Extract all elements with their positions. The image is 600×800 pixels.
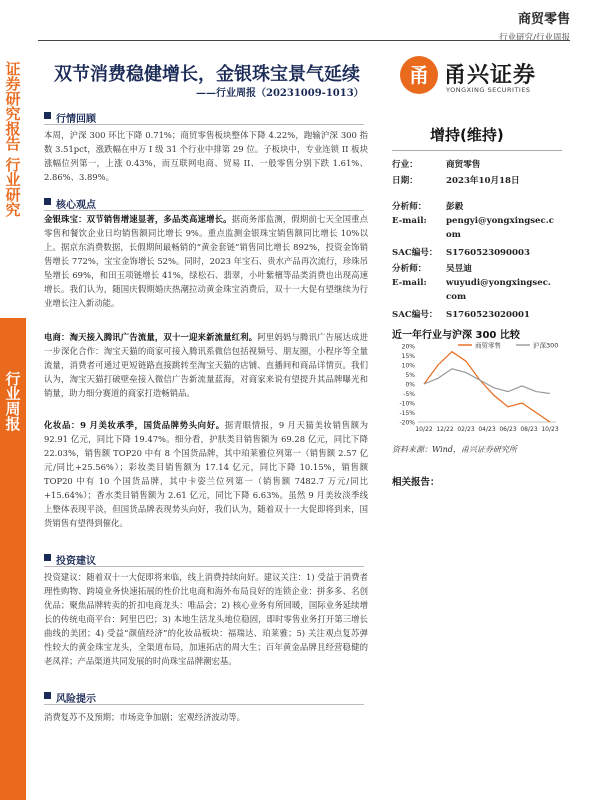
report-title: 双节消费稳健增长，金银珠宝景气延续: [54, 64, 360, 85]
email-value-cont[interactable]: com: [446, 292, 467, 302]
brand-name: 甬兴证券: [444, 63, 537, 88]
y-tick-label: 5%: [405, 372, 415, 379]
series-line: [424, 352, 550, 422]
core-point-cosmetics-lead: 化妆品：9 月美妆承季，国货品牌势头向好。: [44, 420, 225, 430]
x-tick-label: 02/23: [457, 426, 475, 433]
header-divider: [38, 40, 570, 41]
sac-row: [392, 308, 530, 320]
y-tick-label: -10%: [399, 400, 415, 408]
side-label-weekly: 行业周报: [5, 370, 21, 433]
core-point-jewelry-body: 据商务部监测，假期前七天全国重点零售和餐饮企业日均销售额同比增长 9%。重点监测金银珠宝销售额同比增长 10%以上。据京东消费数据，长假期间最畅销的“黄金套链”销售同比增长 892%，投资金饰销售增长 772%，宝宝金饰增长 52%。同时，2023 年宝石、贵水产品再次流行，珍珠吊坠增长 69%，和田玉项链增长 41%，绿松石、翡翠，小叶紫檀等品类消费也出现高速增长。我们认为，随国庆假期婚庆热潮拉动黄金珠宝消费后，双十一大促有望继续为行业增长注入新动能。: [44, 214, 369, 308]
risk-text: 消费复苏不及预期；市场竞争加剧；宏观经济波动等。: [44, 712, 245, 722]
x-tick-label: 08/23: [520, 426, 538, 433]
date-row: [392, 174, 520, 186]
date-value: 2023年10月18日: [446, 176, 520, 186]
sac-row: [392, 246, 530, 258]
section-divider: [44, 704, 364, 705]
email-key: E-mail:: [392, 278, 427, 288]
rating: 增持(维持): [430, 126, 504, 144]
rating-divider: [392, 150, 562, 151]
y-tick-label: 20%: [401, 343, 415, 351]
y-tick-label: -5%: [403, 391, 415, 398]
market-review-text: 本周，沪深 300 环比下降 0.71%；商贸零售板块整体下降 4.22%，跑输沪深 300 指数 3.51pct，涨跌幅在申万 I 级 31 个行业中排第 29 位。子板块中，专业连锁 II 板块涨幅位列第一，上涨 0.43%，而互联网电商、贸易 II、一般零售分别下跌 1.61%、2.86%、3.89%。: [44, 130, 368, 182]
analyst-key: 分析师：: [392, 202, 427, 212]
sac-value: S1760523020001: [446, 310, 530, 320]
brand-english: YONGXING SECURITIES: [446, 86, 531, 94]
analyst-row: [392, 262, 472, 274]
date-key: 日期：: [392, 176, 418, 186]
core-point-ecommerce: [44, 330, 368, 400]
chart-title: 近一年行业与沪深 300 比较: [392, 330, 520, 341]
header-subtitle: 行业研究/行业周报: [499, 33, 570, 43]
section-heading-core: 核心观点: [56, 196, 96, 211]
analyst-key: 分析师：: [392, 264, 427, 274]
industry-row: [392, 158, 480, 170]
core-point-ecommerce-lead: 电商：淘天接入腾讯广告流量，双十一迎来新流量红利。: [44, 332, 258, 342]
section-heading-market: 行情回顾: [56, 110, 96, 125]
section-divider: [44, 124, 364, 125]
y-tick-label: -20%: [399, 419, 415, 427]
section-heading-risk: 风险提示: [56, 690, 96, 705]
email-value-cont[interactable]: om: [446, 230, 461, 240]
y-tick-label: 10%: [401, 362, 415, 370]
core-point-jewelry-lead: 金银珠宝：双节销售增速显著，多品类高速增长。: [44, 214, 232, 224]
email-row: [392, 216, 554, 226]
analyst-name: 彭毅: [446, 202, 464, 212]
email-value[interactable]: wuyudi@yongxingsec.: [446, 278, 551, 288]
x-tick-label: 10/23: [541, 426, 559, 433]
analyst-row: [392, 200, 463, 212]
y-tick-label: 15%: [401, 353, 415, 360]
y-tick-label: -15%: [399, 410, 415, 417]
y-tick-label: 0%: [405, 381, 415, 389]
line-chart: [392, 340, 562, 440]
x-tick-label: 04/23: [478, 426, 496, 433]
chart-source: 资料来源：Wind，甬兴证券研究所: [392, 445, 517, 454]
email-key: E-mail:: [392, 216, 427, 226]
x-tick-label: 12/22: [436, 426, 454, 433]
email-value[interactable]: pengyi@yongxingsec.c: [446, 216, 554, 226]
series-line: [424, 369, 550, 394]
sac-key: SAC编号：: [392, 310, 438, 320]
sac-key: SAC编号：: [392, 248, 438, 258]
industry-key: 行业：: [392, 160, 418, 170]
header-category: 商贸零售: [517, 12, 570, 27]
email-row: [392, 278, 551, 288]
core-point-cosmetics-body: 据青眼情报，9 月天猫美妆销售额为 92.91 亿元，同比下降 19.47%。细分看，护肤类目销售额为 69.28 亿元，同比下降 22.03%，销售额 TOP20 中有 8 个国货品牌，其中珀莱雅位列第一（销售额 2.57 亿元/同比+25.56%）；彩妆类目销售额为 17.14 亿元，同比下降 10.15%，销售额 TOP20 中有 10 个国货品牌，其中卡姿兰位列第一（销售额 7482.7 万元/同比+15.64%）；香水类目销售额为 2.61 亿元，同比下降 6.63%。虽然 9 月美妆淡季线上整体表现平淡，但国货品牌表现势头向好，我们认为，随着双十一大促即将到来，国货销售有望得到催化。: [44, 420, 368, 528]
chart-container: [392, 340, 562, 440]
core-point-cosmetics: [44, 418, 368, 530]
industry-value: 商贸零售: [446, 160, 481, 170]
related-reports: 相关报告：: [392, 477, 440, 488]
sac-value: S1760523090003: [446, 248, 530, 258]
section-divider: [44, 210, 364, 211]
x-tick-label: 10/22: [415, 426, 433, 433]
header-right: [499, 8, 570, 43]
x-tick-label: 06/23: [499, 426, 517, 433]
core-point-jewelry: [44, 212, 368, 310]
legend-label: 沪深300: [533, 341, 559, 350]
side-banner: [0, 0, 26, 800]
core-point-ecommerce-body: 阿里妈妈与腾讯广告展达成进一步深化合作：淘宝天猫的商家可接入腾讯系微信包括视频号、朋友圈，小程序等全量流量，消费者可通过更短链路直接跳转至淘宝天猫的店铺、直播间和商品详情页。我们认为，淘宝天猫打破壁垒接入微信广告新流量蓝海，对商家来说有望提升其品牌曝光和销量，助力细分赛道的商家打造畅销品。: [44, 332, 369, 398]
side-label-research: 行业研究: [5, 156, 21, 219]
side-label-report: 证券研究报告: [5, 60, 21, 153]
section-divider: [44, 566, 364, 567]
legend-label: 商贸零售: [475, 341, 501, 350]
analyst-name: 吴昱迪: [446, 264, 472, 274]
report-subtitle: ——行业周报（20231009-1013）: [196, 88, 364, 99]
section-heading-invest: 投资建议: [56, 552, 96, 567]
brand-logo-icon: 甬: [400, 56, 438, 94]
invest-advice-text: 投资建议：随着双十一大促即将来临，线上消费持续向好。建议关注：1) 受益于消费者理性购物、跨境业务快速拓展的性价比电商和海外布局良好的连锁企业：拼多多、名创优品；聚焦品牌转卖的折扣电商龙头：唯品会；2) 核心业务有所回暖，国际业务延续增长的传统电商平台：阿里巴巴；3) 本地生活龙头地位稳固，即时零售业务打开第三增长曲线的美团；4) 受益“颜值经济”的化妆品板块：福瑞达、珀莱雅；5) 关注观点复苏弹性较大的黄金珠宝龙头，全渠道布局，加速拓店的周大生；百年黄金品牌且经营稳健的老凤祥；产品渠道共同发展的时尚珠宝品牌潮宏基。: [44, 572, 368, 666]
